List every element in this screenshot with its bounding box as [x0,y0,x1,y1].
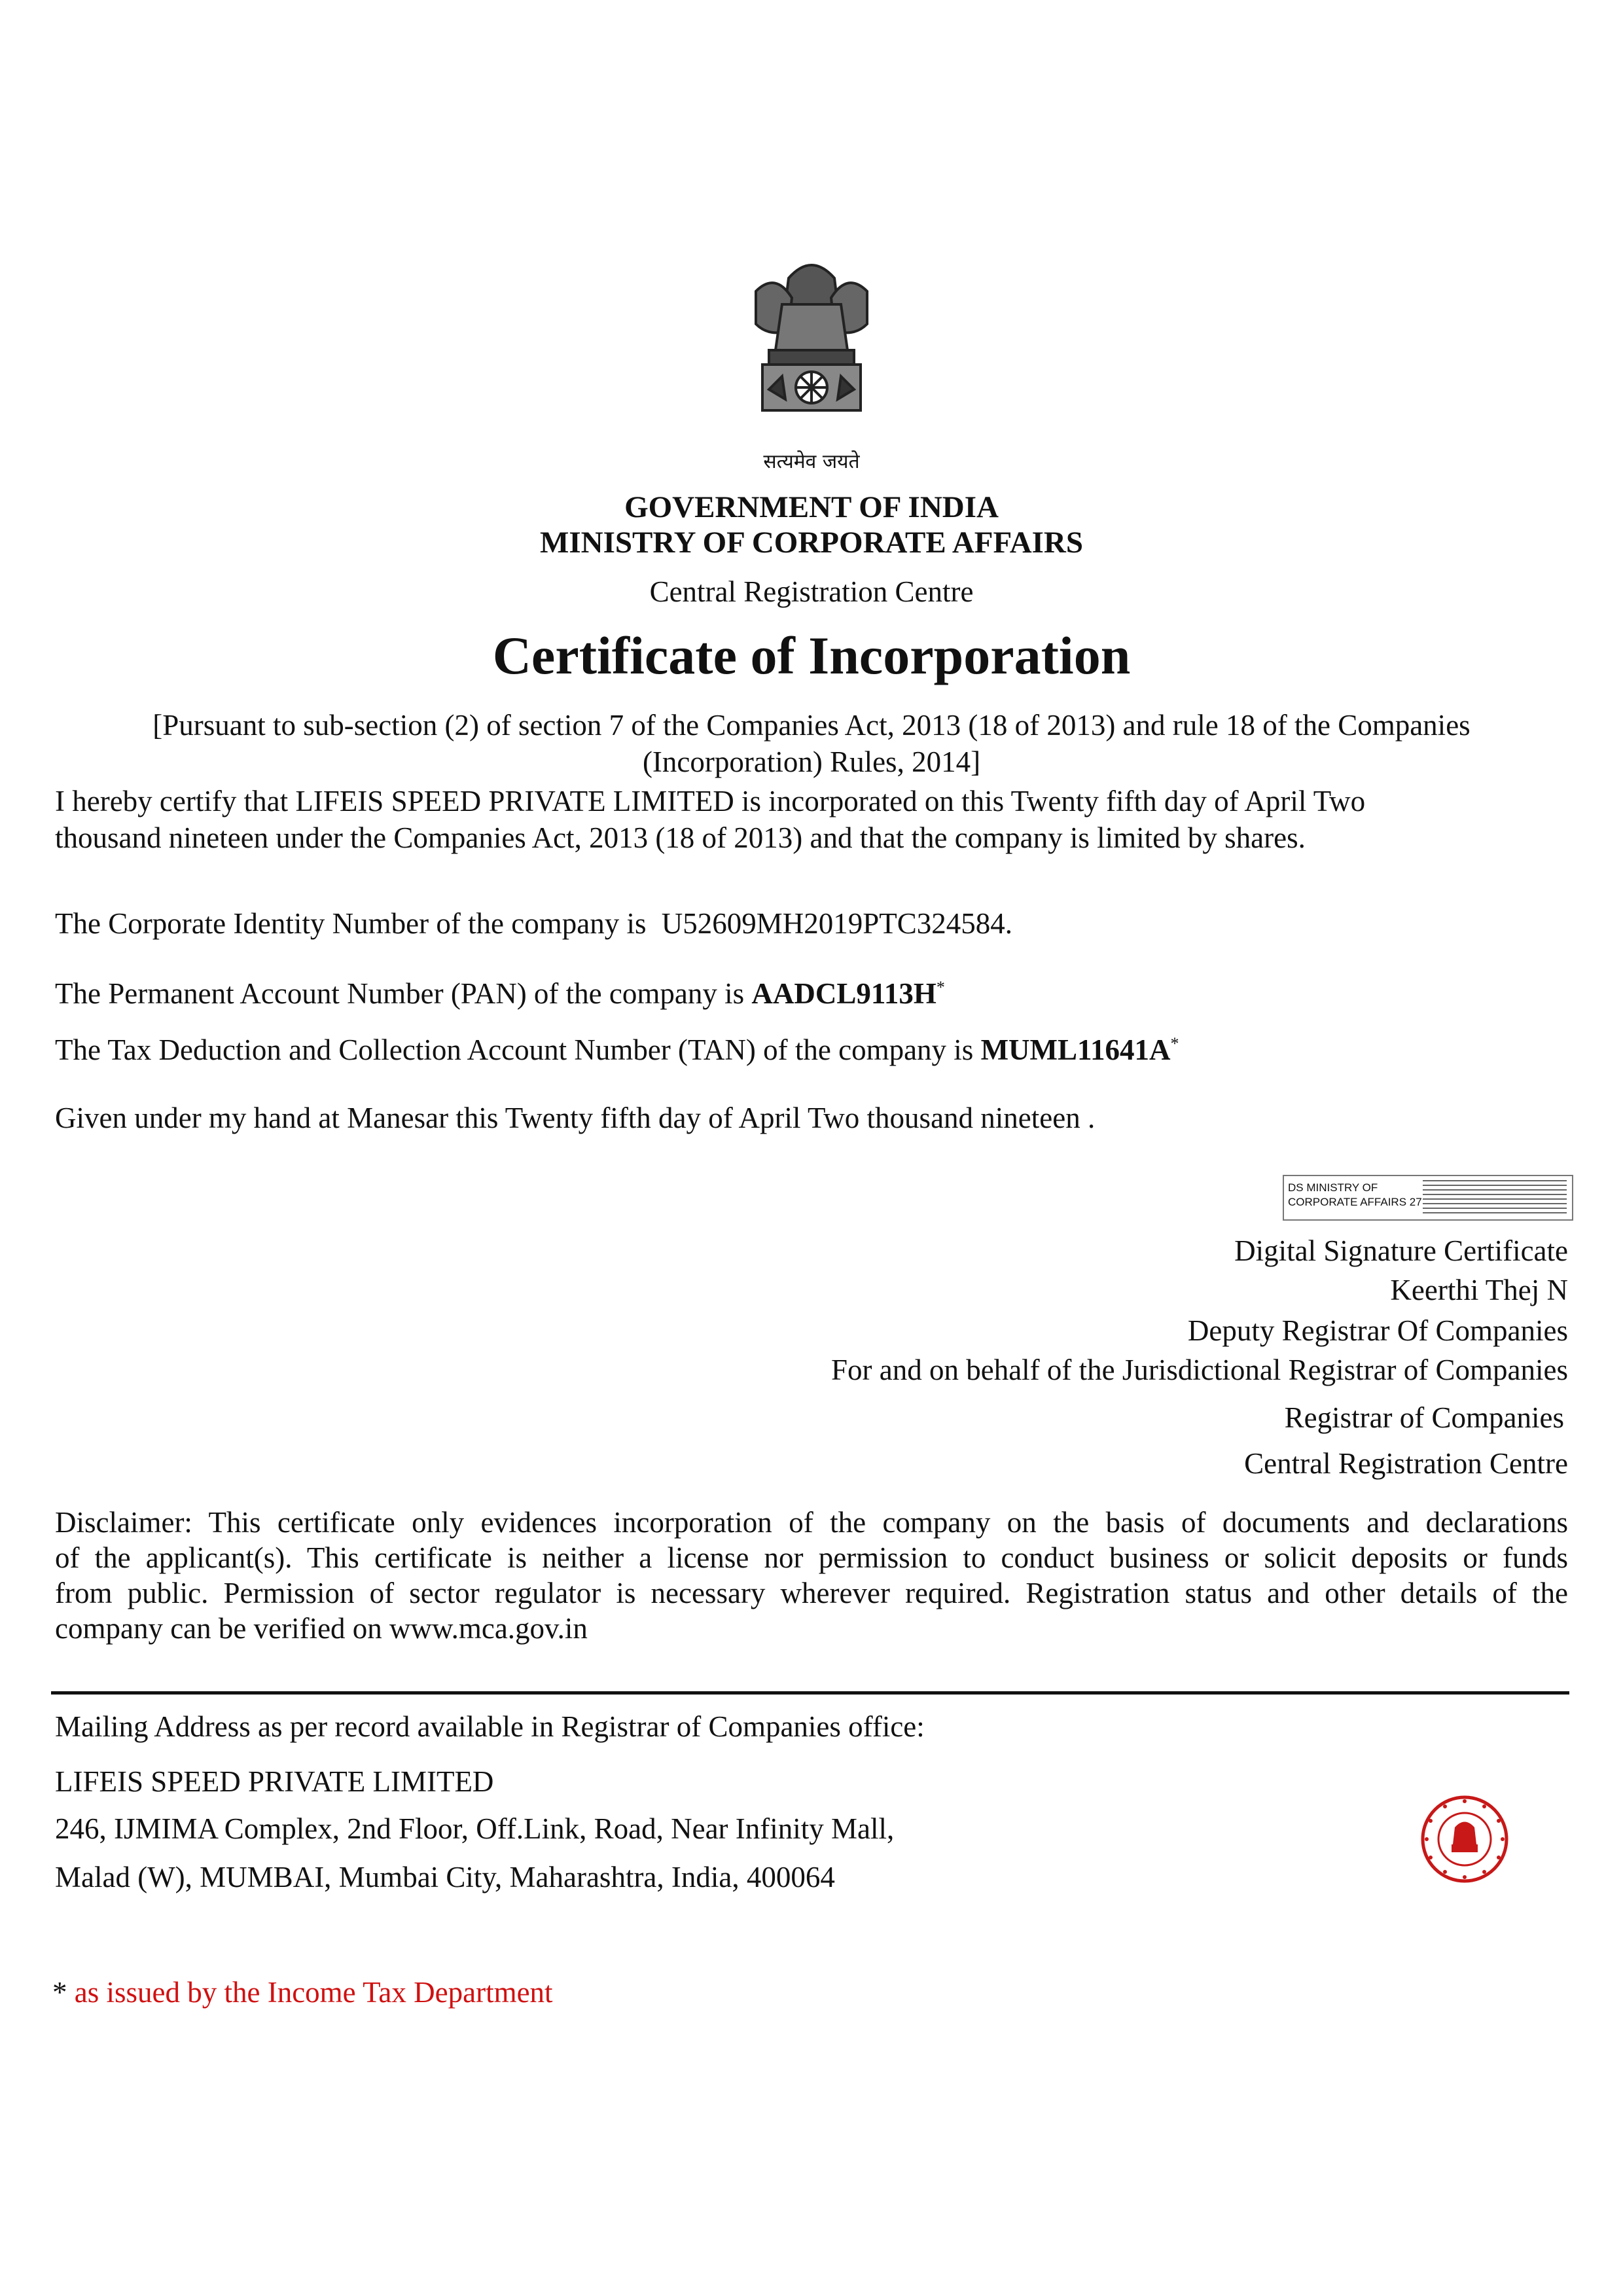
signatory-registrar: Registrar of Companies [1284,1401,1564,1434]
signature-box-text-2: CORPORATE AFFAIRS 27 [1288,1196,1422,1208]
mailing-address-1: 246, IJMIMA Complex, 2nd Floor, Off.Link, Road, Near Infinity Mall, [55,1812,895,1845]
page-title: Certificate of Incorporation [492,626,1131,685]
pan-row [55,977,945,1011]
mailing-address-2: Malad (W), MUMBAI, Mumbai City, Maharashtra, India, 400064 [55,1861,835,1893]
pan-label: The Permanent Account Number (PAN) of the company is [55,977,745,1010]
cin-row [55,906,1012,941]
tan-value: MUML11641A [980,1033,1171,1066]
signature-box-finelines [1423,1180,1567,1214]
national-emblem-icon [736,252,887,442]
tan-marker: * [1170,1034,1179,1053]
header-government: GOVERNMENT OF INDIA [624,490,999,524]
mailing-company: LIFEIS SPEED PRIVATE LIMITED [55,1765,494,1798]
pan-value: AADCL9113H [751,977,936,1010]
signatory-behalf: For and on behalf of the Jurisdictional Registrar of Companies [830,1354,1568,1386]
digital-signature-box [1283,1175,1573,1221]
signature-box-text-1: DS MINISTRY OF [1288,1181,1378,1194]
cin-label: The Corporate Identity Number of the company is [55,907,647,940]
footnote [52,1975,553,2009]
ministry-seal-icon [1419,1793,1510,1885]
header-ministry: MINISTRY OF CORPORATE AFFAIRS [539,526,1084,560]
disclaimer-line-3: from public. Permission of sector regulator is necessary wherever required. Registration status and other details of the [55,1577,1568,1609]
pursuant-line-1: [Pursuant to sub-section (2) of section 7 of the Companies Act, 2013 (18 of 2013) and rule 18 of the Companies [152,709,1471,742]
certify-line-2: thousand nineteen under the Companies Act, 2013 (18 of 2013) and that the company is limited by shares. [55,821,1306,854]
divider [51,1691,1569,1695]
footnote-text: as issued by the Income Tax Department [67,1976,553,2009]
footnote-marker: * [52,1976,67,2009]
pursuant-line-2: (Incorporation) Rules, 2014] [642,745,981,778]
pan-marker: * [936,978,945,997]
disclaimer-line-2: of the applicant(s). This certificate is neither a license nor permission to conduct business or solicit deposits or funds [55,1541,1568,1574]
disclaimer-line-4: company can be verified on www.mca.gov.in [55,1612,588,1645]
tan-label: The Tax Deduction and Collection Account Number (TAN) of the company is [55,1033,974,1066]
given-line: Given under my hand at Manesar this Twenty fifth day of April Two thousand nineteen . [55,1102,1096,1134]
certify-line-1: I hereby certify that LIFEIS SPEED PRIVATE LIMITED is incorporated on this Twenty fifth day of April Two [55,785,1366,817]
disclaimer-line-1: Disclaimer: This certificate only evidences incorporation of the company on the basis of documents and declarations [55,1506,1568,1539]
signatory-centre: Central Registration Centre [1244,1447,1568,1480]
header-centre: Central Registration Centre [649,575,974,608]
emblem-motto: सत्यमेव जयते [763,450,860,473]
signatory-certificate: Digital Signature Certificate [1234,1234,1568,1267]
cin-value: U52609MH2019PTC324584. [661,907,1013,940]
signatory-designation: Deputy Registrar Of Companies [1187,1314,1568,1347]
mailing-heading: Mailing Address as per record available in Registrar of Companies office: [55,1710,925,1743]
tan-row [55,1033,1179,1067]
signatory-name: Keerthi Thej N [1390,1274,1568,1306]
